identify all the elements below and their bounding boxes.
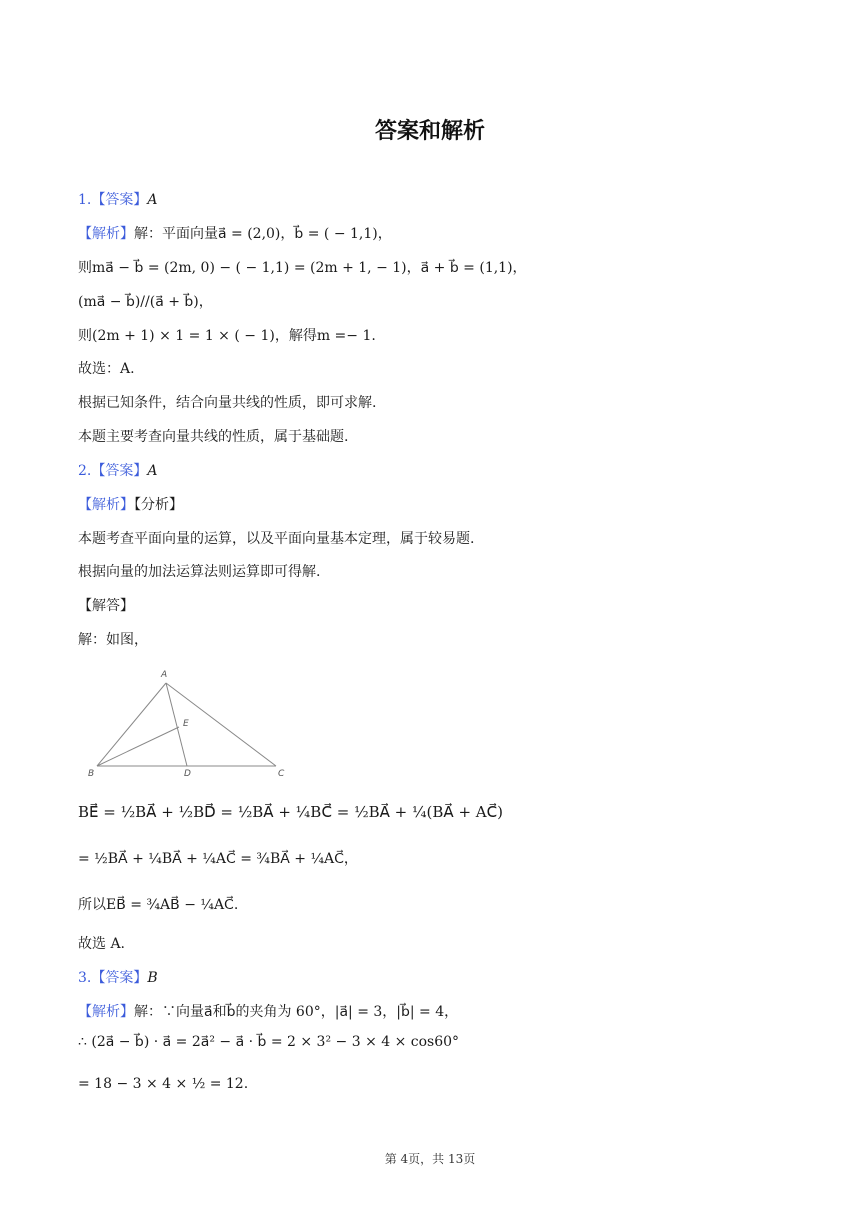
q1-analysis-line2: 则ma⃗ − b⃗ = (2m, 0) − ( − 1,1) = (2m + 1, − 1)，a⃗ + b⃗ = (1,1)， [78,260,527,276]
label-E: E [183,719,189,729]
page-footer: 第 4页，共 13页 [384,1152,476,1166]
q1-analysis-line3: (ma⃗ − b⃗)//(a⃗ + b⃗)， [78,294,213,310]
q2-fenxi-tag: 【分析】 [134,497,183,513]
q2-eq3: 所以EB⃗ = ¾AB⃗ − ¼AC⃗. [78,897,239,913]
side-AB [97,683,166,766]
q1-analysis-line6: 根据已知条件，结合向量共线的性质，即可求解. [78,395,377,411]
q3-line3: = 18 − 3 × 4 × ½ = 12. [78,1076,249,1092]
q1-analysis-line1 [78,224,392,244]
q2-answer: A [147,463,158,479]
q1-analysis-tag: 【解析】 [78,226,134,242]
q1-analysis-line5: 故选：A. [78,361,135,377]
q3-header [78,968,158,988]
q2-line2: 根据向量的加法运算法则运算即可得解. [78,564,321,580]
q2-tags [78,495,183,515]
label-B: B [88,769,95,779]
q2-analysis-tag: 【解析】 [78,497,134,513]
label-D: D [184,769,191,779]
q2-line1: 本题考查平面向量的运算，以及平面向量基本定理，属于较易题. [78,531,475,547]
q3-line1 [78,1002,458,1022]
label-C: C [278,769,285,779]
q2-line3: 解：如图， [78,632,148,648]
q1-analysis-line7: 本题主要考查向量共线的性质，属于基础题. [78,429,349,445]
label-A: A [161,670,168,680]
q2-header [78,461,157,481]
q2-answer-label: 2.【答案】 [78,463,148,479]
q1-answer: A [147,192,158,208]
triangle-figure [84,664,294,780]
q3-text-1: 解：∵向量a⃗和b⃗的夹角为 60°，|a⃗| = 3，|b⃗| = 4， [134,1004,459,1020]
q3-analysis-tag: 【解析】 [78,1004,134,1020]
q2-line4: 故选 A. [78,936,126,952]
q1-text-1: 解：平面向量a⃗ = (2,0)，b⃗ = ( − 1,1)， [134,226,392,242]
q2-eq1: BE⃗ = ½BA⃗ + ½BD⃗ = ½BA⃗ + ¼BC⃗ = ½BA⃗ + ¼(BA⃗ + AC⃗) [78,803,503,821]
q2-answer-tag: 【解答】 [78,598,134,614]
page-title: 答案和解析 [374,119,485,144]
q3-line2: ∴ (2a⃗ − b⃗) · a⃗ = 2a⃗² − a⃗ · b⃗ = 2 × 3² − 3 × 4 × cos60° [78,1034,460,1050]
q2-eq2: = ½BA⃗ + ¼BA⃗ + ¼AC⃗ = ¾BA⃗ + ¼AC⃗， [78,851,358,867]
q1-header [78,190,157,210]
q1-analysis-line4: 则(2m + 1) × 1 = 1 × ( − 1)，解得m =− 1. [78,328,376,344]
segment-BE [97,727,179,766]
q3-answer: B [147,970,158,986]
q1-answer-label: 1.【答案】 [78,192,148,208]
q3-answer-label: 3.【答案】 [78,970,148,986]
